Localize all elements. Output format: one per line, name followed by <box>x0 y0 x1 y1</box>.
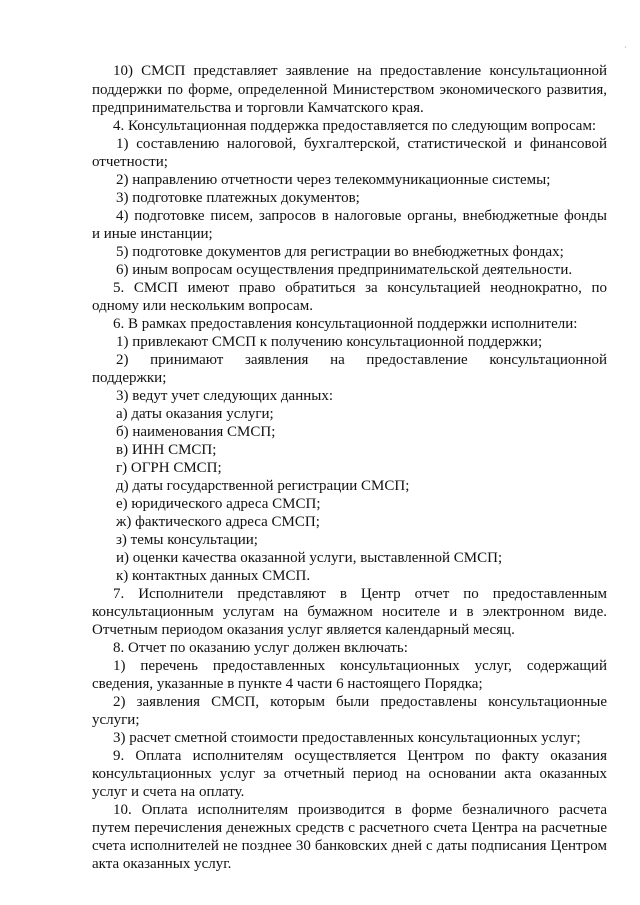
text-line: одному или нескольким вопросам. <box>92 298 314 314</box>
text-line: 4) подготовке писем, запросов в налоговые органы, внебюджетные фонды <box>116 208 607 224</box>
text-line: 10. Оплата исполнителям производится в форме безналичного расчета <box>113 802 607 818</box>
text-line: е) юридического адреса СМСП; <box>116 496 321 512</box>
text-line: 2) принимают заявления на предоставление консультационной <box>116 352 607 368</box>
text-line: Отчетным периодом оказания услуг является календарный месяц. <box>92 622 515 638</box>
text-line: 5. СМСП имеют право обратиться за консультацией неоднократно, по <box>113 280 607 296</box>
text-line: г) ОГРН СМСП; <box>116 460 222 476</box>
text-line: акта оказанных услуг. <box>92 856 232 872</box>
text-line: 10) СМСП представляет заявление на предоставление консультационной <box>113 63 607 79</box>
text-line: поддержки по форме, определенной Министерством экономического развития, <box>92 82 607 98</box>
text-line: з) темы консультации; <box>116 532 258 548</box>
text-line: отчетности; <box>92 154 168 170</box>
text-line: консультационных услуг за отчетный период на основании акта оказанных <box>92 766 607 782</box>
page-edge-mark: ´ <box>624 45 627 55</box>
text-line: а) даты оказания услуги; <box>116 406 274 422</box>
text-line: 8. Отчет по оказанию услуг должен включать: <box>113 640 408 656</box>
text-line: услуг и счета на оплату. <box>92 784 245 800</box>
text-line: консультационным услугам на бумажном носителе и в электронном виде. <box>92 604 607 620</box>
text-line: 2) направлению отчетности через телекоммуникационные системы; <box>116 172 551 188</box>
text-line: сведения, указанные в пункте 4 части 6 настоящего Порядка; <box>92 676 483 692</box>
text-line: 5) подготовке документов для регистрации во внебюджетных фондах; <box>116 244 564 260</box>
text-line: 3) ведут учет следующих данных: <box>116 388 334 404</box>
text-line: 9. Оплата исполнителям осуществляется Центром по факту оказания <box>113 748 607 764</box>
text-line: и иные инстанции; <box>92 226 213 242</box>
text-line: поддержки; <box>92 370 167 386</box>
text-line: к) контактных данных СМСП. <box>116 568 311 584</box>
text-line: ж) фактического адреса СМСП; <box>116 514 320 530</box>
text-line: и) оценки качества оказанной услуги, выставленной СМСП; <box>116 550 503 566</box>
text-line: 7. Исполнители представляют в Центр отчет по предоставленным <box>113 586 607 602</box>
text-line: б) наименования СМСП; <box>116 424 276 440</box>
text-line: 1) привлекают СМСП к получению консультационной поддержки; <box>116 334 543 350</box>
text-line: предпринимательства и торговли Камчатского края. <box>92 100 424 116</box>
text-line: 2) заявления СМСП, которым были предоставлены консультационные <box>113 694 607 710</box>
text-line: путем перечисления денежных средств с расчетного счета Центра на расчетные <box>92 820 607 836</box>
text-line: услуги; <box>92 712 140 728</box>
text-line: 3) подготовке платежных документов; <box>116 190 360 206</box>
text-line: 1) перечень предоставленных консультационных услуг, содержащий <box>113 658 607 674</box>
text-line: счета исполнителей не позднее 30 банковских дней с даты подписания Центром <box>92 838 607 854</box>
text-line: 3) расчет сметной стоимости предоставленных консультационных услуг; <box>113 730 581 746</box>
text-line: 6) иным вопросам осуществления предпринимательской деятельности. <box>116 262 573 278</box>
text-line: 4. Консультационная поддержка предоставляется по следующим вопросам: <box>113 118 597 134</box>
text-line: в) ИНН СМСП; <box>116 442 217 458</box>
text-line: 6. В рамках предоставления консультационной поддержки исполнители: <box>113 316 578 332</box>
text-line: 1) составлению налоговой, бухгалтерской, статистической и финансовой <box>116 136 607 152</box>
text-line: д) даты государственной регистрации СМСП; <box>116 478 410 494</box>
